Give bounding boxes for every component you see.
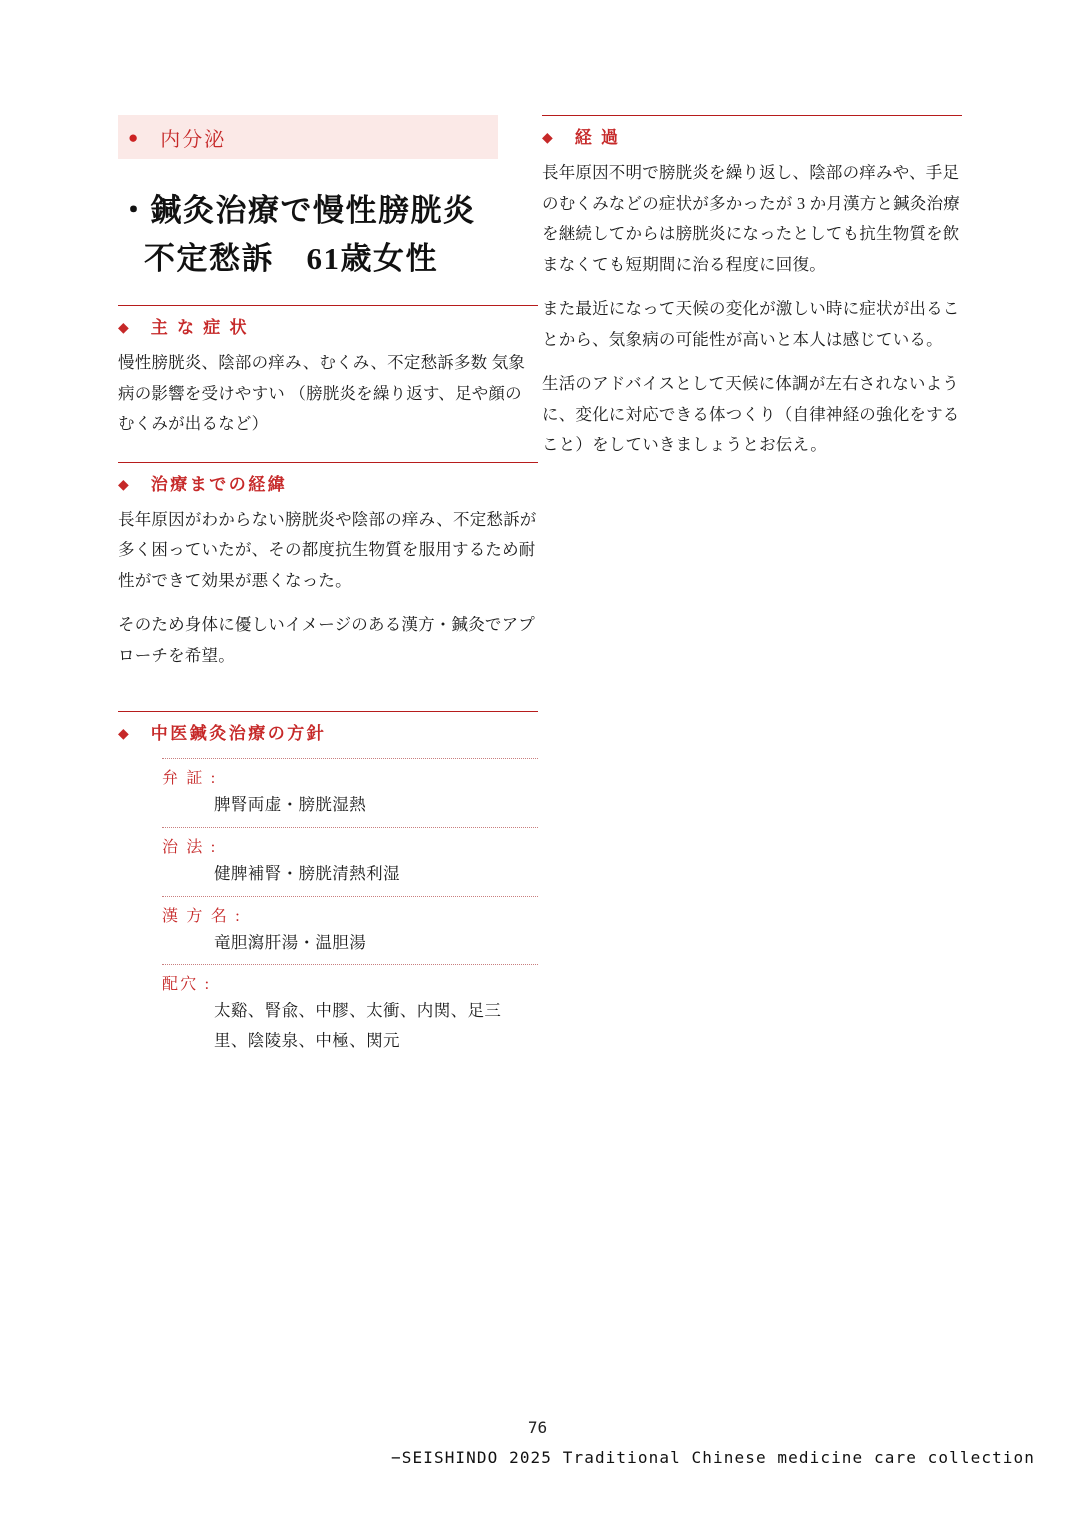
- policy-label: 漢 方 名 :: [162, 907, 242, 925]
- category-label: 内分泌: [160, 128, 227, 151]
- paragraph: また最近になって天候の変化が激しい時に症状が出ることから、気象病の可能性が高いと本人は感じている。: [542, 299, 960, 349]
- policy-row: [162, 896, 538, 965]
- policy-value: 脾腎両虚・膀胱湿熱: [214, 795, 367, 815]
- policy-label: 配穴 :: [162, 976, 212, 994]
- section-title-progress: 経 過: [574, 128, 621, 147]
- policy-table: [118, 758, 538, 1062]
- section-body-symptoms: [118, 348, 538, 440]
- policy-row: [162, 758, 538, 827]
- page-number: 76: [527, 1418, 548, 1437]
- diamond-icon: ◆: [118, 321, 129, 337]
- right-column: [542, 115, 962, 461]
- title-line-2: 不定愁訴 61歳女性: [144, 241, 438, 277]
- policy-value: 健脾補腎・膀胱清熱利湿: [214, 863, 400, 883]
- policy-value: 竜胆瀉肝湯・温胆湯: [214, 932, 367, 952]
- section-body-history: [118, 505, 538, 672]
- section-header-policy: [118, 711, 538, 744]
- section-header-progress: [542, 115, 962, 148]
- section-header-symptoms: [118, 305, 538, 338]
- paragraph: 長年原因不明で膀胱炎を繰り返し、陰部の痒みや、手足のむくみなどの症状が多かったが 3 か月漢方と鍼灸治療を継続してからは膀胱炎になったとしても抗生物質を飲まなくても短期間に治る程度に回復。: [542, 163, 960, 274]
- page-title: [118, 187, 538, 283]
- policy-label: 弁 証 :: [162, 770, 218, 788]
- section-title-history: 治療までの経緯: [150, 474, 288, 494]
- footer-credit: −SEISHINDO 2025 Traditional Chinese medicine care collection: [391, 1448, 1035, 1467]
- paragraph: 生活のアドバイスとして天候に体調が左右されないように、変化に対応できる体つくり（自律神経の強化をすること）をしていきましょうとお伝え。: [542, 374, 960, 455]
- diamond-icon: ◆: [118, 477, 129, 493]
- left-column: [118, 115, 538, 1063]
- policy-value: 太谿、腎兪、中膠、太衝、内関、足三里、陰陵泉、中極、関元: [214, 1001, 502, 1050]
- policy-label: 治 法 :: [162, 838, 218, 856]
- category-banner: [118, 115, 498, 159]
- diamond-icon: ◆: [118, 727, 129, 743]
- title-line-1: ・鍼灸治療で慢性膀胱炎: [118, 193, 476, 228]
- section-title-symptoms: 主 な 症 状: [150, 318, 250, 338]
- paragraph: 慢性膀胱炎、陰部の痒み、むくみ、不定愁訴多数 気象病の影響を受けやすい （膀胱炎を繰り返す、足や顔のむくみが出るなど）: [118, 353, 526, 434]
- bullet-icon: ●: [128, 127, 139, 147]
- paragraph: そのため身体に優しいイメージのある漢方・鍼灸でアプローチを希望。: [118, 615, 536, 665]
- policy-row: [162, 827, 538, 896]
- section-title-policy: 中医鍼灸治療の方針: [150, 724, 327, 744]
- paragraph: 長年原因がわからない膀胱炎や陰部の痒み、不定愁訴が多く困っていたが、その都度抗生物質を服用するため耐性ができて効果が悪くなった。: [118, 509, 537, 590]
- section-body-progress: [542, 158, 962, 461]
- diamond-icon: ◆: [542, 131, 553, 146]
- section-header-history: [118, 462, 538, 495]
- policy-row: [162, 964, 538, 1062]
